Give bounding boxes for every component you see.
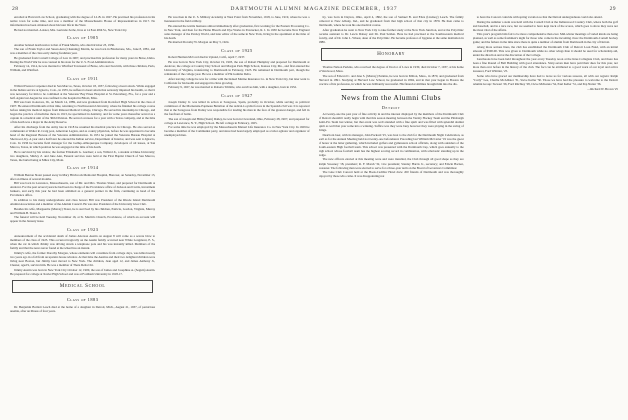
paragraph: He is survived by his widow, the former Elizabeth G. Gardner; a son, Willard Jr., a student at Duke University; two daughters, Shirley Z. and June Ann, Funeral services were held at the First Baptist Church of San Marcos, Texas, the burial being at Miles City, Mont. [10, 149, 156, 162]
class-heading: Class of 1911 [66, 75, 99, 81]
class-heading: Class of 1883 [66, 297, 99, 303]
paragraph: Along more serious lines, the club has established the Dartmouth Club of Detroit Loan Fund, with an initial amount of $500.00. This was given to Dartmouth while no other wings than it should be used for scholarship aid, under the direction and at the discretion of the College. [472, 44, 618, 57]
paragraph: He married Dorothy W. Morgan on May 3, 1924. [168, 40, 230, 45]
paragraph: Dr. Benjamin Bartlett Leach died at the home of a daughter in Detroit, Mich., August 21, 1937, of pernicious anemia, after an illness of four years. [10, 304, 156, 313]
paragraph: He was then in the U. S. Military Academy at West Point from November, 1918, to June, 1919, where he was a lieutenant in the field artillery. [164, 15, 310, 24]
column-3 [319, 15, 464, 415]
paragraph: Another belated death notice is that of Frank Martin, who died October 23, 1936. [14, 42, 115, 47]
paragraph: After leaving college he was for a time with the Indeed Marine Insurance Co. in New York City, but later went to California for his health and engaged in citrus growing. [164, 76, 310, 85]
class-heading: Class of 1905 [66, 35, 99, 41]
paragraph: February 14, 1914, he was married to Winifred Townsend of Boise, who survives him, with three children, Paris, William, and Winifred. [10, 64, 156, 73]
paragraph: Thomas Nelson Perkins, who received the degree of Doctor of Laws in 1930, died October 7, 1937, at his home at Westwood, Mass. [318, 65, 464, 74]
paragraph: to have the Concert coincide with spring vacation so that the Detroit undergraduate could also attend. [476, 15, 603, 19]
paragraph: Robert Herman McCord died in Upland, Calif., April 7, 1937. [168, 55, 246, 60]
column-4 [473, 15, 618, 415]
paragraph: The son of Frank Taylor and Susan Ann (Channing) Martin, he was born in Blackstone, Mo., June 8, 1881, and was a member of the class early during freshman year. [10, 47, 156, 56]
paragraph: During the summer a stein was held with the Cornell Club at the Indianwood Country Club, where both the golf and baseball, and in a nice race, but we seemed to have kept track of the scores, which goes to show they were not the most vital of the affairs. [472, 19, 618, 32]
paragraph: In addition to his many undergraduate and class honors Bill was President of the Rhode Island Dartmouth Alumni Association and a member of the Alumni Council. He was also President of the University Glee Club. [10, 198, 156, 207]
paragraph: Bill was born in Lawrence, Massachusetts, son of Mr. and Mrs. Thomas Slater, and prepared for Dartmouth at Andover. For the past several years he had been in charge of the Providence office of Jackson and Curtis, investment bankers, and early this year he had been admitted as a general partner in the firm, continuing as head of the Providence office. [10, 181, 156, 198]
paragraph: William Benton Slater passed away in Mary Hitchcock Memorial Hospital, Hanover, on Saturday, November 13, after an illness of several months. [10, 172, 156, 181]
paragraph: The son of Edward C. and Jane S. (Murray) Perkins, he was born in Milton, Mass., in 1870, and graduated from Harvard in 1891. Studying at Harvard Law School, he graduated in 1894, and in that year began in Boston the practice of his profession, in which he was brilliantly successful. His financial abilities brought him into the dis- [318, 73, 464, 86]
paragraph: Dearborn beer, with its manager, John Packard '25, was host to the club for the Dartmouth Night Celebration, as well as for the Annual Meeting held not twenty-one beforehand. Preceding last William McCarter '19 was the guest of honor at the latter gathering, which included golfers and gymnasters school officials, along with outsiders of the South-eastern High football team. This school was presented with the Dartmouth Cup, which goes annually to the high school whose football team has the highest scoring record in combination, with scholastic standing up in the judge. [318, 132, 464, 157]
club-city-heading: Detroit [381, 105, 401, 111]
paragraph: The funeral will be held Tuesday, November 16, at St. Martin's Church, Providence, of which an account will appear in the January issue. [10, 215, 156, 224]
section-divider [341, 89, 442, 90]
paragraph: enrolled at Harvard Law School, graduating with the degree of LL.B. in 1927. He practised his profession in his native town for some time, and was a member of the Massachusetts House of Representatives in 1917. No information has been obtained about his later life in the West. [10, 15, 156, 28]
paragraph: He was born in New York City, October 19, 1903, the son of Robert Humphry and prepared for Dartmouth at Andover, the college at Country Day School and Morgan Park High School, Kansas City, Mo., and first entered the University of Virginia, transferring to Dartmouth in February, 1923. He remained in Dartmouth part, though the remainder of the college year. He was a member of Phi Gamma Delta. [164, 59, 310, 76]
honorary-box [321, 48, 462, 62]
running-head [10, 6, 618, 12]
column-1 [10, 15, 155, 415]
paragraph: Luncheons have been held throughout the year every Tuesday noon at the Inter-Collegiate Club, and there has been a fine Round of Ball Building with good attendance. Sixty-seven men have paid their dues for this year, not more than ever before in the history of the club. The fact can be attributed to a good work of our loyal and active treasurer, Ford Whittier, '25. [472, 57, 618, 74]
class-heading: Class of 1927 [221, 92, 253, 98]
paragraph: He entered the textile business almost immediately after graduation, first working for the Eastern Processing Co. in New York, and then for the Home Bleach and Dye Works in Pawtucket, R. I. In 1930 he became New England sales manager of the Parsley World, and later editor of the same in New York, living in the apartment at the time of his death. [164, 23, 310, 40]
medical-school-box [12, 280, 153, 294]
paragraph: He graduated from Cornell College of Law in 1907, and practised his profession for many years in Boise, Idaho. During the World War he was counsel in his state for the U. S. Food Administration. [10, 55, 156, 64]
paragraph: Bill was born in Aurora, Ill., on March 14, 1889, and was graduated from Rockford High School in the class of 1907. He entered Dartmouth at that time, returning to Northwestern University, where he finished his college course before taking his medical degree from Rideout Medical College, Chicago. He served his internship in Chicago, and began the practice of medicine there in 1913, he specialized in dentistry, and for some years thereafter served as a captain in a medical unit of the 36th Division. He served overseas for a year with a Texas company, and at the time of his death was a major in the Army Reserve. [10, 100, 156, 125]
paragraph: February 9, 1927, he was married to Roberta Trimble, who survives him, with a daughter, born in 1932. [168, 85, 297, 90]
column-2 [164, 15, 309, 415]
paragraph: Announcement of the accidental death of James Atterson Austin on August 8 will come as a severe blow to members of the class of 1923. This occurred tragically on the Austin family occurred near White Longmont, E. S., when the car in which Jimmy was driving struck a telephone pole and his was instantly killed. Members of the family and that the news never found at the wheel has an instant. [10, 234, 156, 251]
news-section-title: News from the Alumni Clubs [341, 92, 442, 102]
class-heading: Class of 1925 [221, 47, 253, 53]
paragraph: He had not married. A sister, Mrs. Gertrude Zerbe, lives at 14 East 48th St., New York City. [14, 27, 128, 32]
folio-left: 28 [12, 6, 19, 12]
paragraph: The new officers elected at this meeting were and were installed, the Club through all good shape as they are Ralph Sweeney '18, president; R. F. Marsh '32, vice president; Stanley Harris Jr., secretary; and Edwin Backer, treasurer. The following men were elected to serve for a three-year term on the Board of Governors Committee: [318, 157, 464, 170]
paragraph: Some who have graced our membership have had to leave us for various reasons, all with our regrets: Ralph "Curly" Lee, Charlie McAllister '31, Steve Keller '30. Those we have had the pleasure to welcome to the Detroit Alumni Group: Stewart '26, Ford Ritchley '28, Cleve McKenna '34, Paul Keller '31, and Pep Nutter '36. [472, 73, 618, 86]
paragraph: After his discharge from the Army late in 1918 he resumed his medical practice in Chicago. He also served as commander at Walter R. Craig post, American Legion, and as county physician, before he was appointed to become head of the Regional Bureau of the Veterans Administration. In 1931 he joined the Veterans Bureau Hospital at Sherwood, Ky. A year and a half later he entered the Indian service, Department of Interior, and was sent to Ignacio, Colo. In 1936 he became field manager for the Gallup-Albuquerque Company, developers of oil leases, at San Marcos, Texas, in which position he was engaged at the time of his death. [10, 124, 156, 150]
paragraph: Jimmy Austin was born in New York City October 12, 1900, the son of James and Josephine A. (Seguin) Austin. He prepared for college at Xavier High School and was at Fordham University in 1918-17. [10, 267, 156, 276]
paragraph: Joseph Dailey Jr. was killed in action at Saragossa, Spain, probably in October, while serving as political commissar of the Mackenzie-Papineau Battalion of the radical-Loyalist forces in the Spanish civil war. It is reported that at the Saragossa front Dailey was responsible for leading his men in the face of the greatest danger, and fell in the forefront of battle. [164, 100, 310, 117]
paragraph: After graduation he went to New York City to take further study at the New York Junction, and at the Polyclinic became assistant to Dr. Lewis Dalsey and Dr. Paul Selden. Here he had practised at the Southwestern medical faculty, and of Dr. John L. Wheat, dean of the Polyclinic. He became professor of hygiene at the same institution in 1886. [318, 27, 464, 44]
paragraph: Jimmy's wife, the former Dorothy Morgan, whose elements will constitute from college days, was killed nearly two years ago in a fall from an upstairs house window. At that time the Austins and their two delighted children were living near Boston, but Jimmy later moved to New York. The children, Jean aged 12, and James Anthony Jr., Chester, aged 9, survive him. He was a member of Theta Delta Chi. [10, 250, 156, 268]
paragraph: At twenty-one the past year of fine activity in and the interest displayed by the members of the Dartmouth Club of Detroit shouldn't really begin with that this season meeting between the Varsity Hockey Team and the Pittsburgh Semi-Pro Team last winter, but that event was well attended with a fine spirit and was filled with splendid alumni spirit as well that year some into a winning. Suffice was they were busy however they were playing in the swing of things. [318, 112, 464, 133]
running-title: DARTMOUTH ALUMNI MAGAZINE DECEMBER, 1937 [230, 6, 398, 12]
honorary-title: Honorary [377, 50, 406, 57]
paragraph: This year's program bids fair to be more comprehensive than ever. Mid-winter meetings of varied kinds are being planned, as well as some freshmen's night for those who come in the incoming class: the Dartmouth-Cornell hockey game; and the fathers in the time since there is quite a number of alumni from Dartmouth in the city of Detroit. [472, 32, 618, 45]
medical-school-title: Medical School [59, 282, 106, 289]
paragraph: The son of Joseph and Hilda (Stern) Dailey, he was born in Cleveland, Ohio, February 28, 1907, and prepared for college at Lawrence, N. Y., High School. He left college in February, 1925. [164, 116, 310, 125]
byline: —Richard W. Brown '25 [587, 86, 618, 91]
paragraph: Willard Preston Carpenter died in San Marcos, Texas, October 18, 1937, following a heart attack. While engaged in the Indian service at Ignacio, Colo., in 1935, he suffered a heart attack that seriously impaired his health, so that it was necessary for him to be combined at the Veterans' Bay Pines Hospital at St. Petersburg, Fla., for a year and a half. Again last August he was confined to the hospital in Biloxi, Miss. [10, 83, 156, 100]
column-container [10, 15, 618, 415]
paragraph: The Glee Club Concert held at the Book-Cadillac Hotel drew 450 friends of Dartmouth and was thoroughly enjoyed by those who came. It was disappointing not [318, 170, 464, 179]
paragraph: ity, was born in Dayton, Ohio, April 4, 1862, the son of Samuel B. and Eliza (Lindsey) Leach. The family removed to New Albany, Ind., and he graduated from that high school of that city in 1879. He then came to Dartmouth, where he took his one medical course. [318, 15, 464, 28]
paragraph: For some time he was employed by the Massachusetts Mutual Life Insurance Co. in New York City. In 1929 he became a member of the Communist party, and since had been largely employed as a labor agitator and organizer of unemployed men. [164, 125, 310, 138]
paragraph: Besides his wife, Marguerite (Murray) Slater, he is survived by his children, Patricia, Gordon, Virginia, Murray and William B. Slater Jr. [10, 206, 156, 215]
class-heading: Class of 1923 [66, 226, 99, 232]
class-heading: Class of 1914 [66, 165, 99, 171]
folio-right: 29 [609, 6, 616, 12]
